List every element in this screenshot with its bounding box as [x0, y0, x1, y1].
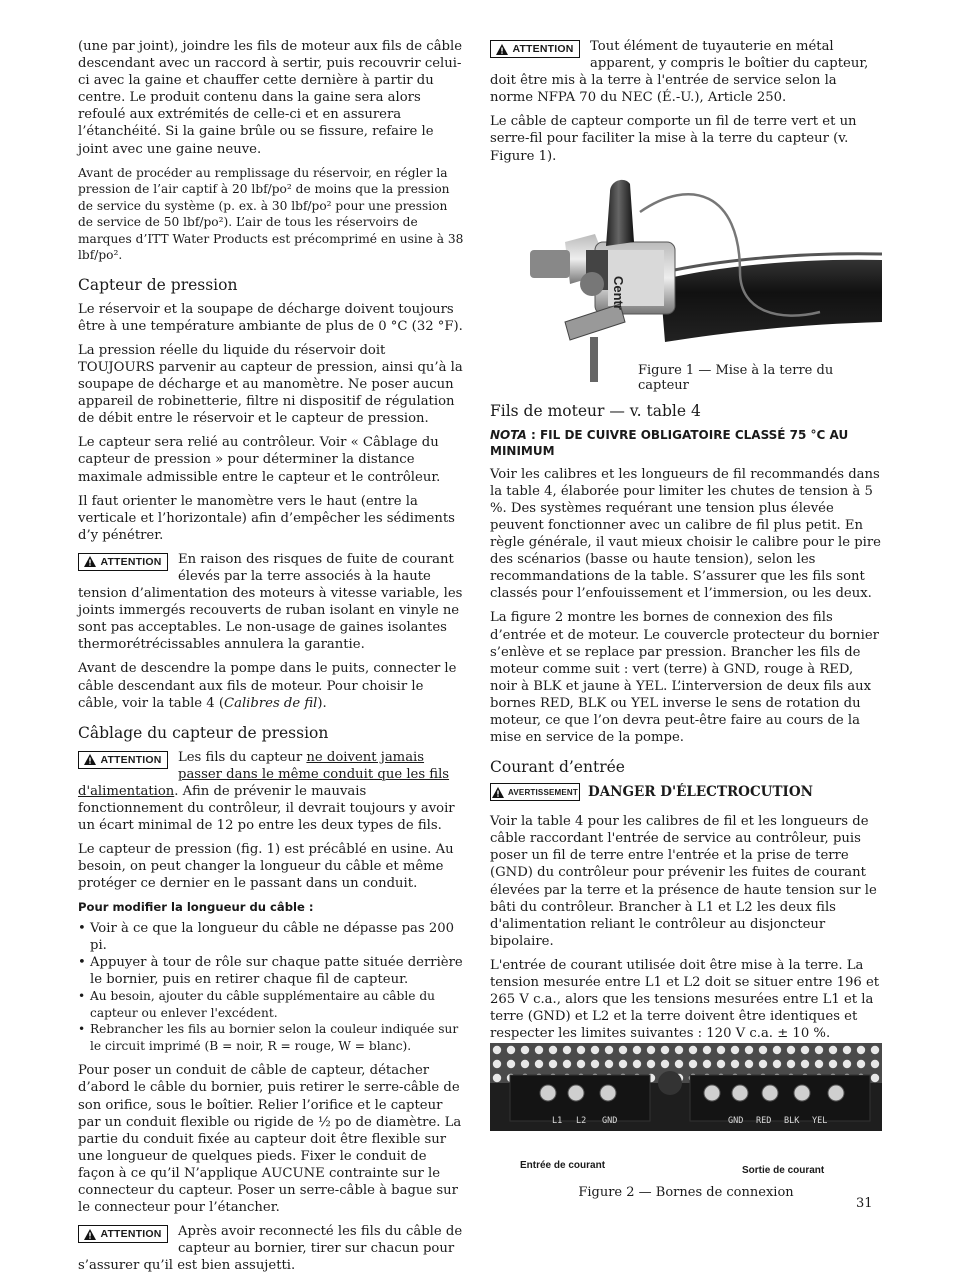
- figure-2-input-label: Entrée de courant: [520, 1160, 606, 1171]
- paragraph-tank-pressure: Avant de procéder au remplissage du réservoir, en régler la pression de l’air captif à 20 lbf/po² de moins que la pression de service du système (p. ex. à 30 lbf/po² pour une pression de service de 50 lbf/po²). L’air de tous les réservoirs de marques d’ITT Water Products est précomprimé en usine à 38 lbf/po².: [78, 165, 464, 263]
- nota-line: [490, 427, 882, 459]
- danger-row: [490, 783, 882, 801]
- figure-1-caption-box: [638, 364, 882, 392]
- right-column: [490, 38, 882, 1106]
- heading-pressure-sensor: Capteur de pression: [78, 275, 238, 294]
- paragraph-motor-wires-1: Voir les calibres et les longueurs de fil recommandés dans la table 4, élaborée pour limiter les chutes de tension à 5 %. Des systèmes requérant une tension plus élevée peuvent fonctionner avec un calibre de fil plus petit. En règle générale, il vaut mieux choisir le calibre pour le pire des scénarios (basse ou haute tension), selon les recommandations de la table. S’assurer que les fils sont classés pour l’enfouissement et l’immersion, ou les deux.: [490, 466, 881, 602]
- attention-block-2: [78, 749, 464, 834]
- warning-triangle-icon: [492, 787, 504, 798]
- list-item: • Voir à ce que la longueur du câble ne dépasse pas 200 pi.: [78, 920, 464, 954]
- modify-length-title: Pour modifier la longueur du câble :: [78, 900, 314, 915]
- attention-text-1: En raison des risques de fuite de courant élevés par la terre associés à la haute tension d’alimentation des moteurs à vitesse variable, les joints immergés recouverts de ruban isolant en vinyle ne sont pas acceptables. Le non-usage de gaines isolantes thermorétrécissables annulera la garantie.: [78, 551, 463, 653]
- terminal-label-red: RED: [756, 1116, 772, 1126]
- paragraph-sensor-1: Le réservoir et la soupape de décharge doivent toujours être à une température ambiante de plus de 0 °C (32 °F).: [78, 301, 463, 334]
- figure-2-output-label: Sortie de courant: [742, 1165, 825, 1176]
- page-number: 31: [856, 1196, 873, 1211]
- paragraph-current-1: Voir la table 4 pour les calibres de fil et les longueurs de câble raccordant l'entrée de service au contrôleur, puis poser un fil de terre entre l'entrée et la prise de terre (GND) du contrôleur pour prévenir les fuites de courant élevées par la terre et la présence de haute tension sur le bâti du contrôleur. Brancher à L1 et L2 les deux fils d'alimentation reliant le contrôleur au disjoncteur bipolaire.: [490, 814, 877, 949]
- paragraph-cable: Le capteur de pression (fig. 1) est précâblé en usine. Au besoin, on peut changer la longueur du câble et même protéger ce dernier en le passant dans un conduit.: [78, 842, 454, 892]
- attention-badge-label: ATTENTION: [100, 753, 162, 766]
- warning-triangle-icon: [496, 44, 508, 55]
- paragraph-sensor-2: La pression réelle du liquide du réservoir doit TOUJOURS parvenir au capteur de pression, ainsi qu’à la soupape de décharge et au manomètre. Ne poser aucun appareil de robinetterie, filtre ni dispositif de régulation de débit entre le réservoir et le capteur de pression.: [78, 342, 463, 427]
- warning-badge: [490, 783, 580, 801]
- terminal-label-blk: BLK: [784, 1116, 800, 1126]
- list-item: • Appuyer à tour de rôle sur chaque patte située derrière le bornier, puis en retirer chaque fil de capteur.: [78, 954, 464, 988]
- heading-motor-wires: Fils de moteur — v. table 4: [490, 401, 701, 420]
- terminal-labels: [552, 1116, 852, 1130]
- paragraph-pump-descent: [78, 660, 464, 711]
- attention-text-3: Après avoir reconnecté les fils du câble de capteur au bornier, tirer sur chacun pour s’assurer qu’il est bien assujetti.: [78, 1224, 463, 1274]
- terminal-label-l2: L2: [576, 1116, 587, 1126]
- warning-badge-label: AVERTISSEMENT: [507, 787, 578, 797]
- heading-sensor-wiring: Câblage du capteur de pression: [78, 723, 329, 742]
- terminal-label-gnd-in: GND: [602, 1116, 618, 1126]
- attention-2-post: . Afin de prévenir le mauvais fonctionnement du contrôleur, il devrait toujours y avoir un écart minimal de 12 po entre les deux types de fils.: [78, 783, 455, 834]
- attention-badge: [78, 553, 168, 571]
- paragraph-intro: (une par joint), joindre les fils de moteur aux fils de câble descendant avec un raccord à sertir, puis recouvrir celui-ci avec la gaine et chauffer cette dernière à partir du centre. Le produit contenu dans la gaine sera alors refoulé aux extrémités de celle-ci et en assurera l’étanchéité. Si la gaine brûle ou se fissure, refaire le joint avec une gaine neuve.: [78, 39, 463, 157]
- paragraph-ground-wire: Le câble de capteur comporte un fil de terre vert et un serre-fil pour faciliter la mise à la terre du capteur (v. Figure 1).: [490, 114, 857, 164]
- attention-block-4: [490, 38, 882, 106]
- left-column: [78, 38, 464, 1281]
- paragraph-sensor-3: Le capteur sera relié au contrôleur. Voir « Câblage du capteur de pression » pour déterminer la distance maximale admissible entre le capteur et le contrôleur.: [78, 435, 441, 485]
- paragraph-current-2: L'entrée de courant utilisée doit être mise à la terre. La tension mesurée entre L1 et L2 doit se situer entre 196 et 265 V c.a., alors que les tensions mesurées entre L1 et la terre (GND) et L2 et la terre doivent être identiques et respecter les limites suivantes : 120 V c.a. ± 10 %.: [490, 957, 880, 1042]
- terminal-label-gnd-out: GND: [728, 1116, 744, 1126]
- warning-triangle-icon: [84, 556, 96, 567]
- figure-2: [490, 1043, 882, 1179]
- attention-block-1: [78, 551, 464, 654]
- attention-badge-label: ATTENTION: [512, 43, 574, 55]
- attention-badge: [78, 1225, 168, 1243]
- heading-input-current: Courant d’entrée: [490, 758, 625, 777]
- attention-badge: [490, 40, 580, 58]
- list-item: • Au besoin, ajouter du câble supplémentaire au câble du capteur ou enlever l'excédent.: [78, 988, 464, 1021]
- attention-2-underlined: ne doivent jamais passer dans le même conduit que les fils d'alimentation: [78, 749, 450, 799]
- warning-triangle-icon: [84, 1229, 96, 1240]
- attention-block-3: [78, 1223, 464, 1274]
- figure-2-caption: Figure 2 — Bornes de connexion: [578, 1185, 794, 1200]
- nota-em: NOTA: [490, 427, 527, 442]
- nota-rest: : FIL DE CUIVRE OBLIGATOIRE CLASSÉ 75 °C AU MINIMUM: [490, 427, 849, 458]
- figure-1-caption: Figure 1 — Mise à la terre du capteur: [638, 362, 834, 393]
- attention-badge-label: ATTENTION: [100, 555, 162, 568]
- pump-text-emphasis: Calibres de fil: [224, 695, 318, 711]
- attention-text-4: Tout élément de tuyauterie en métal apparent, y compris le boîtier du capteur, doit être mis à la terre à l'entrée de service selon la norme NFPA 70 du NEC (É.-U.), Article 250.: [490, 39, 869, 106]
- modify-length-list: [78, 920, 464, 1054]
- paragraph-motor-wires-2: La figure 2 montre les bornes de connexion des fils d’entrée et de moteur. Le couvercle protecteur du bornier s’enlève et se replace par pression. Brancher les fils de moteur comme suit : vert (terre) à GND, rouge à RED, noir à BLK et jaune à YEL. L’interversion de deux fils aux bornes RED, BLK ou YEL inverse le sens de rotation du moteur, ce que l’on devra peut-être faire au cours de la mise en service de la pompe.: [490, 610, 879, 746]
- list-item: • Rebrancher les fils au bornier selon la couleur indiquée sur le circuit imprimé (B = noir, R = rouge, W = blanc).: [78, 1021, 464, 1054]
- warning-triangle-icon: [84, 754, 96, 765]
- attention-2-pre: Les fils du capteur: [178, 749, 307, 765]
- terminal-label-yel: YEL: [812, 1116, 828, 1126]
- figure-2-caption-box: [490, 1181, 882, 1200]
- figure-1: [490, 172, 882, 394]
- paragraph-sensor-4: Il faut orienter le manomètre vers le haut (entre la verticale et l’horizontale) afin d’empêcher les sédiments d’y pénétrer.: [78, 493, 455, 543]
- pump-text-b: ).: [317, 695, 327, 711]
- attention-badge-label: ATTENTION: [100, 1228, 162, 1241]
- terminal-block-photo: [490, 1043, 882, 1155]
- sensor-grounding-photo: [490, 172, 882, 394]
- danger-electrocution: DANGER D'ÉLECTROCUTION: [588, 784, 813, 801]
- pump-text-a: Avant de descendre la pompe dans le puits, connecter le câble descendant aux fils de moteur. Pour choisir le câble, voir la table 4 (: [78, 661, 457, 711]
- attention-badge: [78, 751, 168, 769]
- sensor-brand-label: Centr: [611, 275, 626, 310]
- terminal-label-l1: L1: [552, 1116, 563, 1126]
- paragraph-conduit: Pour poser un conduit de câble de capteur, détacher d’abord le câble du bornier, puis retirer le serre-câble de son orifice, sous le boîtier. Relier l’orifice et le capteur par un conduit flexible ou rigide de ½ po de diamètre. La partie du conduit fixée au capteur doit être flexible sur une longueur de quelques pieds. Fixer le conduit de façon à ce qu’il N’applique AUCUNE contrainte sur le connecteur du capteur. Poser un serre-câble à bague sur le connecteur pour l’étancher.: [78, 1063, 462, 1216]
